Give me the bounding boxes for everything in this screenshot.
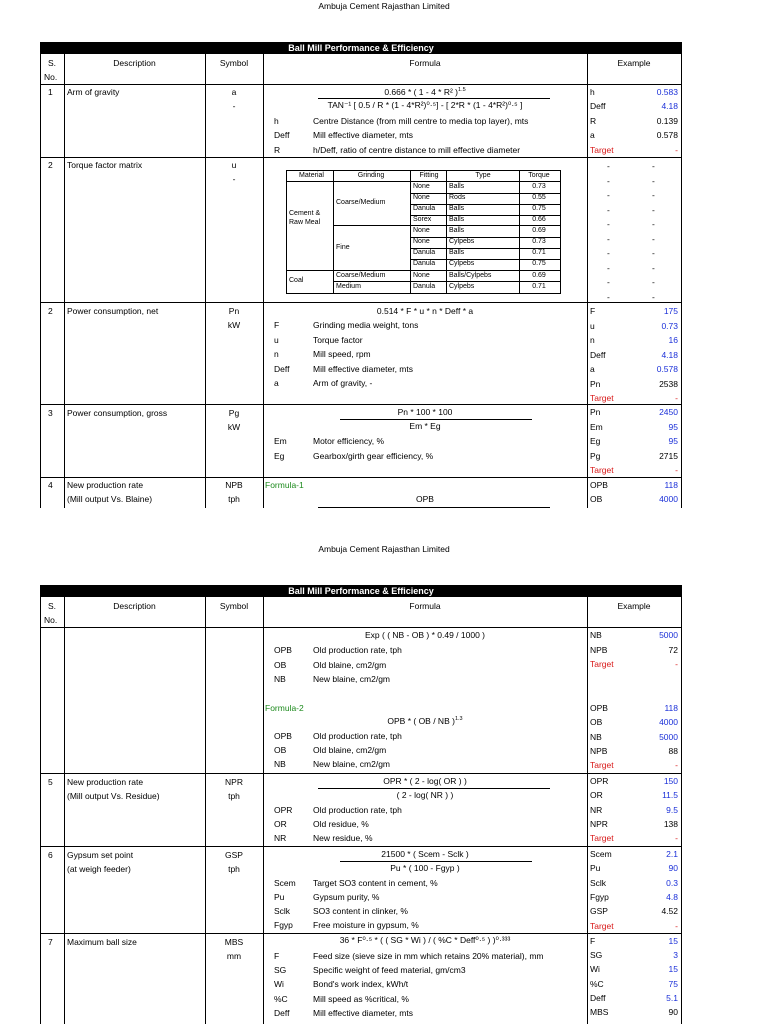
ex-value: 118 xyxy=(664,703,678,713)
description: Gypsum set point xyxy=(67,850,134,860)
description-2: (at weigh feeder) xyxy=(67,864,131,874)
ex-symbol: Pn xyxy=(590,407,601,417)
sno: 4 xyxy=(48,480,53,490)
ex-symbol: Pu xyxy=(590,863,601,874)
ex-value: 88 xyxy=(668,745,678,756)
mtx-fitting: Danula xyxy=(413,249,436,256)
ex-value: 150 xyxy=(663,776,678,786)
var-desc: Free moisture in gypsum, % xyxy=(313,920,419,930)
var-desc: Mill speed, rpm xyxy=(313,349,371,359)
col-formula: Formula xyxy=(409,601,441,611)
col-sno: S. xyxy=(48,58,57,68)
sno: 5 xyxy=(48,777,53,787)
mtx-type: Balls xyxy=(449,205,465,212)
ex-dash: - xyxy=(607,175,610,186)
var-desc: Old residue, % xyxy=(313,819,369,829)
ex-symbol: NPR xyxy=(590,818,608,829)
var-symbol: Scem xyxy=(274,878,296,888)
var-desc: Target SO3 content in cement, % xyxy=(313,878,438,888)
ex-target-value: - xyxy=(675,465,678,475)
ex-value: 4.18 xyxy=(661,349,678,360)
col-sno-2: No. xyxy=(44,615,58,625)
ex-dash: - xyxy=(607,204,610,215)
ex-symbol: NPB xyxy=(590,644,608,655)
mtx-row-line xyxy=(410,193,560,194)
ex-dash: - xyxy=(652,277,655,287)
ex-value: 4.8 xyxy=(666,891,678,902)
var-desc: Feed size (sieve size in mm which retains 20% material), mm xyxy=(313,951,544,961)
var-symbol: OB xyxy=(274,659,287,670)
formula: 36 * F⁰·⁵ * ( ( SG * Wi ) / ( %C * Deff⁰·⁵ ) )⁰·³³³ xyxy=(339,935,511,945)
var-symbol: h xyxy=(274,116,279,126)
ex-symbol: NR xyxy=(590,804,603,815)
formula: 0.666 * ( 1 - 4 * R² )$^{1.5}$ xyxy=(384,87,466,97)
var-symbol: OR xyxy=(274,819,287,829)
mtx-material: Cement & Raw Meal xyxy=(289,210,321,226)
ex-symbol: NB xyxy=(590,731,602,742)
var-desc: Old production rate, tph xyxy=(313,645,402,655)
col-sno: S. xyxy=(48,601,57,611)
ex-dash: - xyxy=(652,161,655,171)
var-desc: New blaine, cm2/gm xyxy=(313,674,391,684)
var-symbol: Eg xyxy=(274,450,285,461)
mtx-torque: 0.75 xyxy=(532,205,546,212)
var-desc: Old blaine, cm2/gm xyxy=(313,745,387,755)
mtx-grinding: Coarse/Medium xyxy=(336,272,386,279)
unit: kW xyxy=(227,422,241,432)
col-sno-2: No. xyxy=(44,72,58,82)
var-symbol: n xyxy=(274,349,279,359)
sno: 7 xyxy=(48,937,53,947)
ex-dash: - xyxy=(607,277,610,287)
ex-value: 2450 xyxy=(659,407,678,417)
ex-value: 95 xyxy=(668,436,678,446)
var-desc: Bond's work index, kWh/t xyxy=(313,979,409,990)
ex-value: 95 xyxy=(668,421,678,432)
var-symbol: F xyxy=(274,951,280,961)
ex-dash: - xyxy=(607,233,610,244)
formula-numerator: OPR * ( 2 - log( OR ) ) xyxy=(383,776,467,786)
ex-symbol: NB xyxy=(590,630,602,640)
ex-target: Target xyxy=(590,760,614,771)
var-symbol: Wi xyxy=(274,979,284,990)
ex-value: 72 xyxy=(668,644,678,655)
col-example: Example xyxy=(617,601,651,611)
unit: - xyxy=(232,174,236,184)
ex-dash: - xyxy=(652,248,655,258)
mtx-torque: 0.71 xyxy=(532,249,546,256)
ex-symbol: MBS xyxy=(590,1007,609,1017)
ex-value: 4.52 xyxy=(661,906,678,917)
ex-target-value: - xyxy=(675,393,678,403)
mtx-grinding: Fine xyxy=(336,244,350,251)
ex-symbol: Deff xyxy=(590,349,606,360)
ex-symbol: Deff xyxy=(590,992,606,1003)
mtx-grinding: Medium xyxy=(336,283,361,290)
var-desc: Mill effective diameter, mts xyxy=(313,363,413,374)
var-symbol: Deff xyxy=(274,363,290,374)
mtx-head: Grinding xyxy=(357,172,385,179)
ex-dash: - xyxy=(652,219,655,229)
ex-target: Target xyxy=(590,393,614,403)
col-formula: Formula xyxy=(409,58,441,68)
var-desc: Grinding media weight, tons xyxy=(313,320,419,330)
formula-denominator: ( 2 - log( NR ) ) xyxy=(396,790,454,800)
company-header: Ambuja Cement Rajasthan Limited xyxy=(318,1,450,11)
mtx-material: Coal xyxy=(289,277,304,284)
var-symbol: Deff xyxy=(274,130,290,140)
var-symbol: OPB xyxy=(274,731,292,741)
var-symbol: Pu xyxy=(274,892,285,902)
ex-symbol: Pg xyxy=(590,450,601,461)
ex-value: 90 xyxy=(668,1007,678,1017)
description: Arm of gravity xyxy=(67,87,120,97)
unit: - xyxy=(232,101,236,111)
ex-dash: - xyxy=(607,248,610,258)
formula: OPB * ( OB / NB )$^{1.3}$ xyxy=(387,716,463,726)
var-desc: Centre Distance (from mill centre to media top layer), mts xyxy=(313,116,529,126)
mtx-head: Type xyxy=(475,172,491,179)
description-2: (Mill output Vs. Residue) xyxy=(67,791,160,801)
mtx-fitting: Danula xyxy=(413,205,436,212)
ex-dash: - xyxy=(607,161,610,171)
symbol: NPB xyxy=(225,480,243,490)
ex-dash: - xyxy=(652,233,655,244)
ex-symbol: Sclk xyxy=(590,877,607,888)
mtx-torque: 0.73 xyxy=(532,238,546,245)
col-symbol: Symbol xyxy=(219,601,249,611)
formula-tag: Formula-2 xyxy=(265,703,304,713)
var-symbol: Sclk xyxy=(274,906,291,916)
mtx-row-line xyxy=(410,237,560,238)
var-desc: Old production rate, tph xyxy=(313,805,402,815)
ex-symbol: F xyxy=(590,306,596,316)
var-symbol: Deff xyxy=(274,1007,290,1018)
var-symbol: a xyxy=(274,378,279,388)
description: Power consumption, gross xyxy=(67,408,168,418)
ex-dash: - xyxy=(652,204,655,215)
ex-symbol: Eg xyxy=(590,436,601,446)
description: New production rate xyxy=(67,777,144,787)
var-symbol: R xyxy=(274,145,281,155)
sno: 2 xyxy=(48,306,53,316)
description: New production rate xyxy=(67,480,144,490)
formula: 0.514 * F * u * n * Deff * a xyxy=(376,306,474,316)
ex-target-value: - xyxy=(675,760,678,771)
ex-value: 5000 xyxy=(659,731,678,742)
ex-value: 4000 xyxy=(659,717,678,728)
ex-value: 2715 xyxy=(659,450,678,461)
table-title: Ball Mill Performance & Efficiency xyxy=(40,585,682,597)
ex-value: 9.5 xyxy=(666,804,678,815)
ex-value: 0.139 xyxy=(656,116,678,126)
mtx-fitting: None xyxy=(413,227,430,234)
description: Power consumption, net xyxy=(67,306,159,316)
symbol: GSP xyxy=(225,850,243,860)
sno: 2 xyxy=(48,160,53,170)
ex-value: 138 xyxy=(663,818,678,829)
var-symbol: NR xyxy=(274,833,287,843)
var-symbol: Fgyp xyxy=(274,920,293,930)
ex-symbol: NPB xyxy=(590,745,608,756)
mtx-type: Rods xyxy=(449,194,466,201)
mtx-type: Balls xyxy=(449,216,465,223)
var-desc: Mill effective diameter, mts xyxy=(313,1007,413,1018)
var-symbol: OPB xyxy=(274,645,292,655)
ex-dash: - xyxy=(652,262,655,273)
ex-target-value: - xyxy=(675,920,678,931)
description: Maximum ball size xyxy=(67,937,137,947)
var-desc: New residue, % xyxy=(313,833,373,843)
var-symbol: %C xyxy=(274,993,288,1004)
ex-value: 118 xyxy=(664,480,678,490)
var-symbol: u xyxy=(274,334,279,345)
col-description: Description xyxy=(113,58,156,68)
description-2: (Mill output Vs. Blaine) xyxy=(67,494,153,504)
ex-value: 5.1 xyxy=(666,992,678,1003)
mtx-fitting: None xyxy=(413,272,430,279)
mtx-torque: 0.71 xyxy=(532,283,546,290)
ex-value: 5000 xyxy=(659,630,678,640)
mtx-fitting: Danula xyxy=(413,283,436,290)
var-symbol: SG xyxy=(274,965,287,976)
var-symbol: NB xyxy=(274,759,286,769)
ex-value: 0.3 xyxy=(666,877,678,888)
ex-value: 0.73 xyxy=(661,320,678,331)
mtx-type: Balls xyxy=(449,183,465,190)
ex-value: 4000 xyxy=(659,494,678,504)
var-symbol: Em xyxy=(274,436,287,446)
symbol: MBS xyxy=(224,937,244,947)
ex-symbol: Em xyxy=(590,421,603,432)
unit: tph xyxy=(228,791,240,801)
table-title: Ball Mill Performance & Efficiency xyxy=(40,42,682,54)
mtx-type: Balls xyxy=(449,249,465,256)
mtx-type: Balls xyxy=(449,227,465,234)
torque-matrix xyxy=(286,170,561,294)
ex-target-value: - xyxy=(675,659,678,669)
var-symbol: F xyxy=(274,320,280,330)
mtx-fitting: Sorex xyxy=(413,216,432,223)
mtx-row-line xyxy=(410,248,560,249)
ex-target: Target xyxy=(590,659,614,669)
sno: 6 xyxy=(48,850,53,860)
ex-value: 0.583 xyxy=(656,87,678,97)
ex-symbol: a xyxy=(590,364,595,374)
mtx-torque: 0.69 xyxy=(532,227,546,234)
mtx-type: Cylpebs xyxy=(449,283,475,290)
col-example: Example xyxy=(617,58,651,68)
var-symbol: OPR xyxy=(274,805,293,815)
ex-value: 15 xyxy=(668,936,678,946)
ex-target: Target xyxy=(590,833,614,844)
var-desc: Mill effective diameter, mts xyxy=(313,130,413,140)
company-header: Ambuja Cement Rajasthan Limited xyxy=(318,544,450,554)
ex-dash: - xyxy=(607,219,610,229)
var-desc: Mill speed as %critical, % xyxy=(313,993,409,1004)
mtx-type: Balls/Cylpebs xyxy=(449,272,492,279)
mtx-head: Torque xyxy=(528,172,550,179)
unit: mm xyxy=(226,951,242,961)
ex-symbol: n xyxy=(590,335,595,345)
ex-value: 11.5 xyxy=(662,790,678,801)
ex-value: 75 xyxy=(668,978,678,989)
symbol: Pn xyxy=(228,306,240,316)
ex-symbol: OR xyxy=(590,790,603,801)
ex-dash: - xyxy=(607,291,610,302)
ex-symbol: OPB xyxy=(590,703,608,713)
var-symbol: NB xyxy=(274,674,286,684)
var-desc: h/Deff, ratio of centre distance to mill effective diameter xyxy=(313,145,521,155)
mtx-row-line xyxy=(410,215,560,216)
formula-tag: Formula-1 xyxy=(265,480,304,490)
var-desc: Arm of gravity, - xyxy=(313,378,373,388)
ex-symbol: h xyxy=(590,87,595,97)
var-desc: Old blaine, cm2/gm xyxy=(313,659,387,670)
mtx-fitting: Danula xyxy=(413,260,436,267)
ex-symbol: SG xyxy=(590,950,603,961)
ex-target: Target xyxy=(590,145,614,155)
sno: 1 xyxy=(48,87,53,97)
ex-value: 4.18 xyxy=(661,101,678,111)
symbol: u xyxy=(231,160,237,170)
formula-numerator: Pn * 100 * 100 xyxy=(397,407,453,417)
ex-target: Target xyxy=(590,920,614,931)
ex-dash: - xyxy=(652,190,655,200)
ex-symbol: OB xyxy=(590,717,603,728)
ex-symbol: OB xyxy=(590,494,603,504)
ex-symbol: Pn xyxy=(590,378,601,389)
ex-symbol: Fgyp xyxy=(590,891,609,902)
description: Torque factor matrix xyxy=(67,160,143,170)
formula-denominator: TAN⁻¹ [ 0.5 / R * (1 - 4*R²)⁰·⁵] - [ 2*R * (1 - 4*R²)⁰·⁵ ] xyxy=(327,100,523,110)
unit: kW xyxy=(227,320,241,330)
mtx-type: Cylpebs xyxy=(449,260,475,267)
mtx-row-line xyxy=(410,204,560,205)
ex-symbol: Scem xyxy=(590,849,612,859)
ex-value: 15 xyxy=(668,964,678,975)
mtx-torque: 0.66 xyxy=(532,216,546,223)
var-desc: Gearbox/girth gear efficiency, % xyxy=(313,450,434,461)
mtx-row-line xyxy=(410,259,560,260)
ex-symbol: Wi xyxy=(590,964,600,975)
ex-value: 175 xyxy=(663,306,678,316)
ex-target-value: - xyxy=(675,145,678,155)
ex-dash: - xyxy=(607,262,610,273)
formula-denominator: Pu * ( 100 - Fgyp ) xyxy=(390,863,460,873)
ex-symbol: OPB xyxy=(590,480,608,490)
formula-numerator: OPB xyxy=(416,494,434,504)
var-desc: Old production rate, tph xyxy=(313,731,402,741)
var-desc: New blaine, cm2/gm xyxy=(313,759,391,769)
ex-symbol: Deff xyxy=(590,101,606,111)
var-desc: Motor efficiency, % xyxy=(313,436,385,446)
ex-value: 2.1 xyxy=(666,849,678,859)
ex-value: 0.578 xyxy=(656,364,678,374)
ex-symbol: R xyxy=(590,116,597,126)
mtx-torque: 0.69 xyxy=(532,272,546,279)
mtx-torque: 0.55 xyxy=(532,194,546,201)
mtx-grinding: Coarse/Medium xyxy=(336,199,386,206)
unit: tph xyxy=(228,864,240,874)
ex-value: 16 xyxy=(668,335,678,345)
ex-symbol: OPR xyxy=(590,776,609,786)
mtx-torque: 0.75 xyxy=(532,260,546,267)
sno: 3 xyxy=(48,408,53,418)
symbol: a xyxy=(231,87,237,97)
ex-target-value: - xyxy=(675,833,678,844)
ex-symbol: F xyxy=(590,936,596,946)
col-description: Description xyxy=(113,601,156,611)
formula-denominator: Em * Eg xyxy=(409,421,441,431)
ex-target: Target xyxy=(590,465,614,475)
formula-denominator: Exp ( ( NB - OB ) * 0.49 / 1000 ) xyxy=(365,630,485,640)
mtx-torque: 0.73 xyxy=(532,183,546,190)
ex-symbol: GSP xyxy=(590,906,608,917)
mtx-type: Cylpebs xyxy=(449,238,475,245)
symbol: NPR xyxy=(225,777,243,787)
unit: tph xyxy=(228,494,240,504)
ex-value: 2538 xyxy=(659,378,678,389)
mtx-fitting: None xyxy=(413,183,430,190)
var-desc: SO3 content in clinker, % xyxy=(313,906,408,916)
var-desc: Torque factor xyxy=(313,334,363,345)
ex-dash: - xyxy=(607,190,610,200)
var-desc: Specific weight of feed material, gm/cm3 xyxy=(313,965,466,976)
ex-dash: - xyxy=(652,291,655,302)
ex-symbol: u xyxy=(590,320,595,331)
var-symbol: OB xyxy=(274,745,287,755)
mtx-head: Material xyxy=(299,172,324,179)
ex-symbol: %C xyxy=(590,978,604,989)
col-symbol: Symbol xyxy=(219,58,249,68)
ex-value: 3 xyxy=(673,950,678,961)
formula-numerator: 21500 * ( Scem - Sclk ) xyxy=(381,849,469,859)
ex-value: 0.578 xyxy=(656,130,678,140)
mtx-head: Fitting xyxy=(419,172,439,179)
ex-symbol: a xyxy=(590,130,595,140)
var-desc: Gypsum purity, % xyxy=(313,892,380,902)
ex-dash: - xyxy=(652,175,655,186)
symbol: Pg xyxy=(228,408,240,418)
mtx-fitting: None xyxy=(413,238,430,245)
mtx-fitting: None xyxy=(413,194,430,201)
ex-value: 90 xyxy=(668,863,678,874)
